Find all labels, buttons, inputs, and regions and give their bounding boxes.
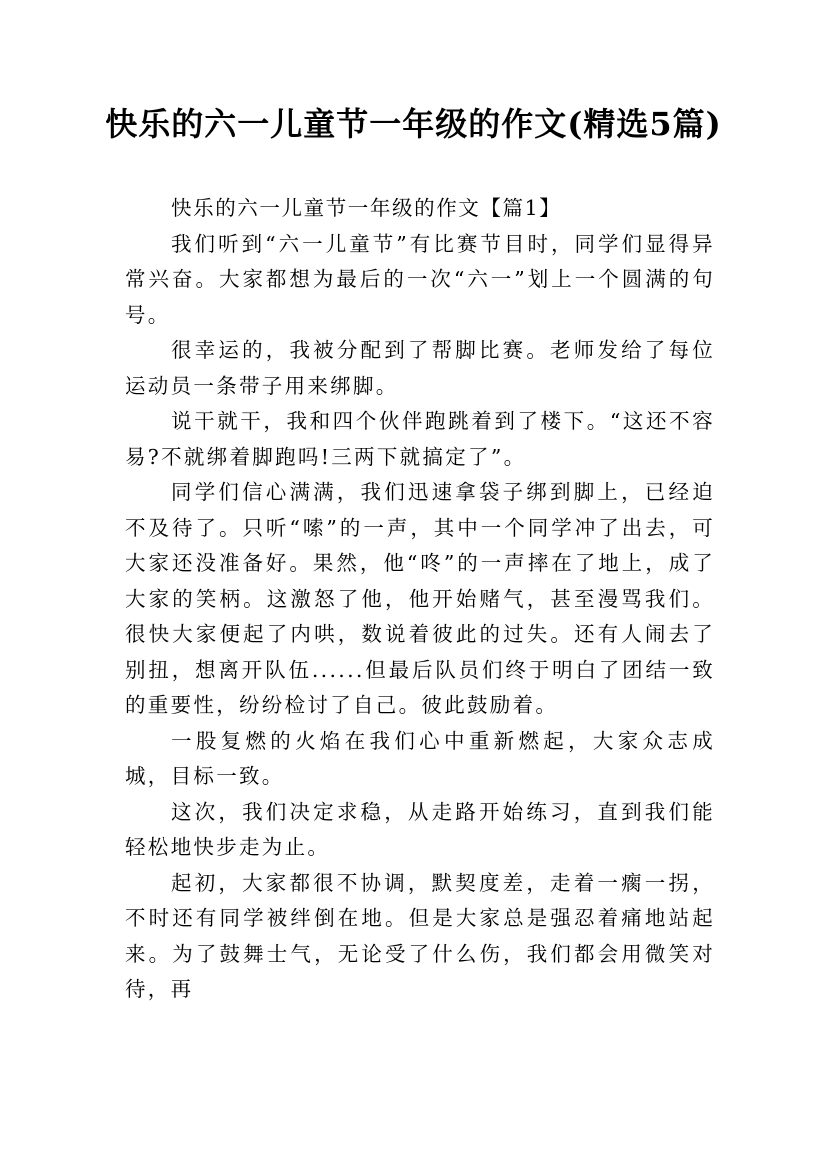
paragraph-3: 说干就干，我和四个伙伴跑跳着到了楼下。“这还不容易?不就绑着脚跑吗!三两下就搞定了”。 — [125, 409, 715, 469]
paragraph-5: 一股复燃的火焰在我们心中重新燃起，大家众志成城，目标一致。 — [125, 728, 715, 788]
paragraph-2: 很幸运的，我被分配到了帮脚比赛。老师发给了每位运动员一条带子用来绑脚。 — [125, 338, 715, 398]
document-title: 快乐的六一儿童节一年级的作文(精选5篇) — [105, 105, 722, 143]
paragraph-4: 同学们信心满满，我们迅速拿袋子绑到脚上，已经迫不及待了。只听“嗦”的一声，其中一个同学冲了出去，可大家还没准备好。果然，他“咚”的一声摔在了地上，成了大家的笑柄。这激怒了他，他开始赌气，甚至漫骂我们。很快大家便起了内哄，数说着彼此的过失。还有人闹去了别扭，想离开队伍......但最后队员们终于明白了团结一致的重要性，纷纷检讨了自己。彼此鼓励着。 — [125, 480, 715, 717]
document-body — [125, 191, 715, 1008]
section-heading: 快乐的六一儿童节一年级的作文【篇1】 — [171, 196, 562, 220]
paragraph-1: 我们听到“六一儿童节”有比赛节目时，同学们显得异常兴奋。大家都想为最后的一次“六一”划上一个圆满的句号。 — [125, 231, 715, 327]
paragraph-7: 起初，大家都很不协调，默契度差，走着一瘸一拐，不时还有同学被绊倒在地。但是大家总是强忍着痛地站起来。为了鼓舞士气，无论受了什么伤，我们都会用微笑对待，再 — [125, 870, 715, 1001]
paragraph-6: 这次，我们决定求稳，从走路开始练习，直到我们能轻松地快步走为止。 — [125, 799, 715, 859]
